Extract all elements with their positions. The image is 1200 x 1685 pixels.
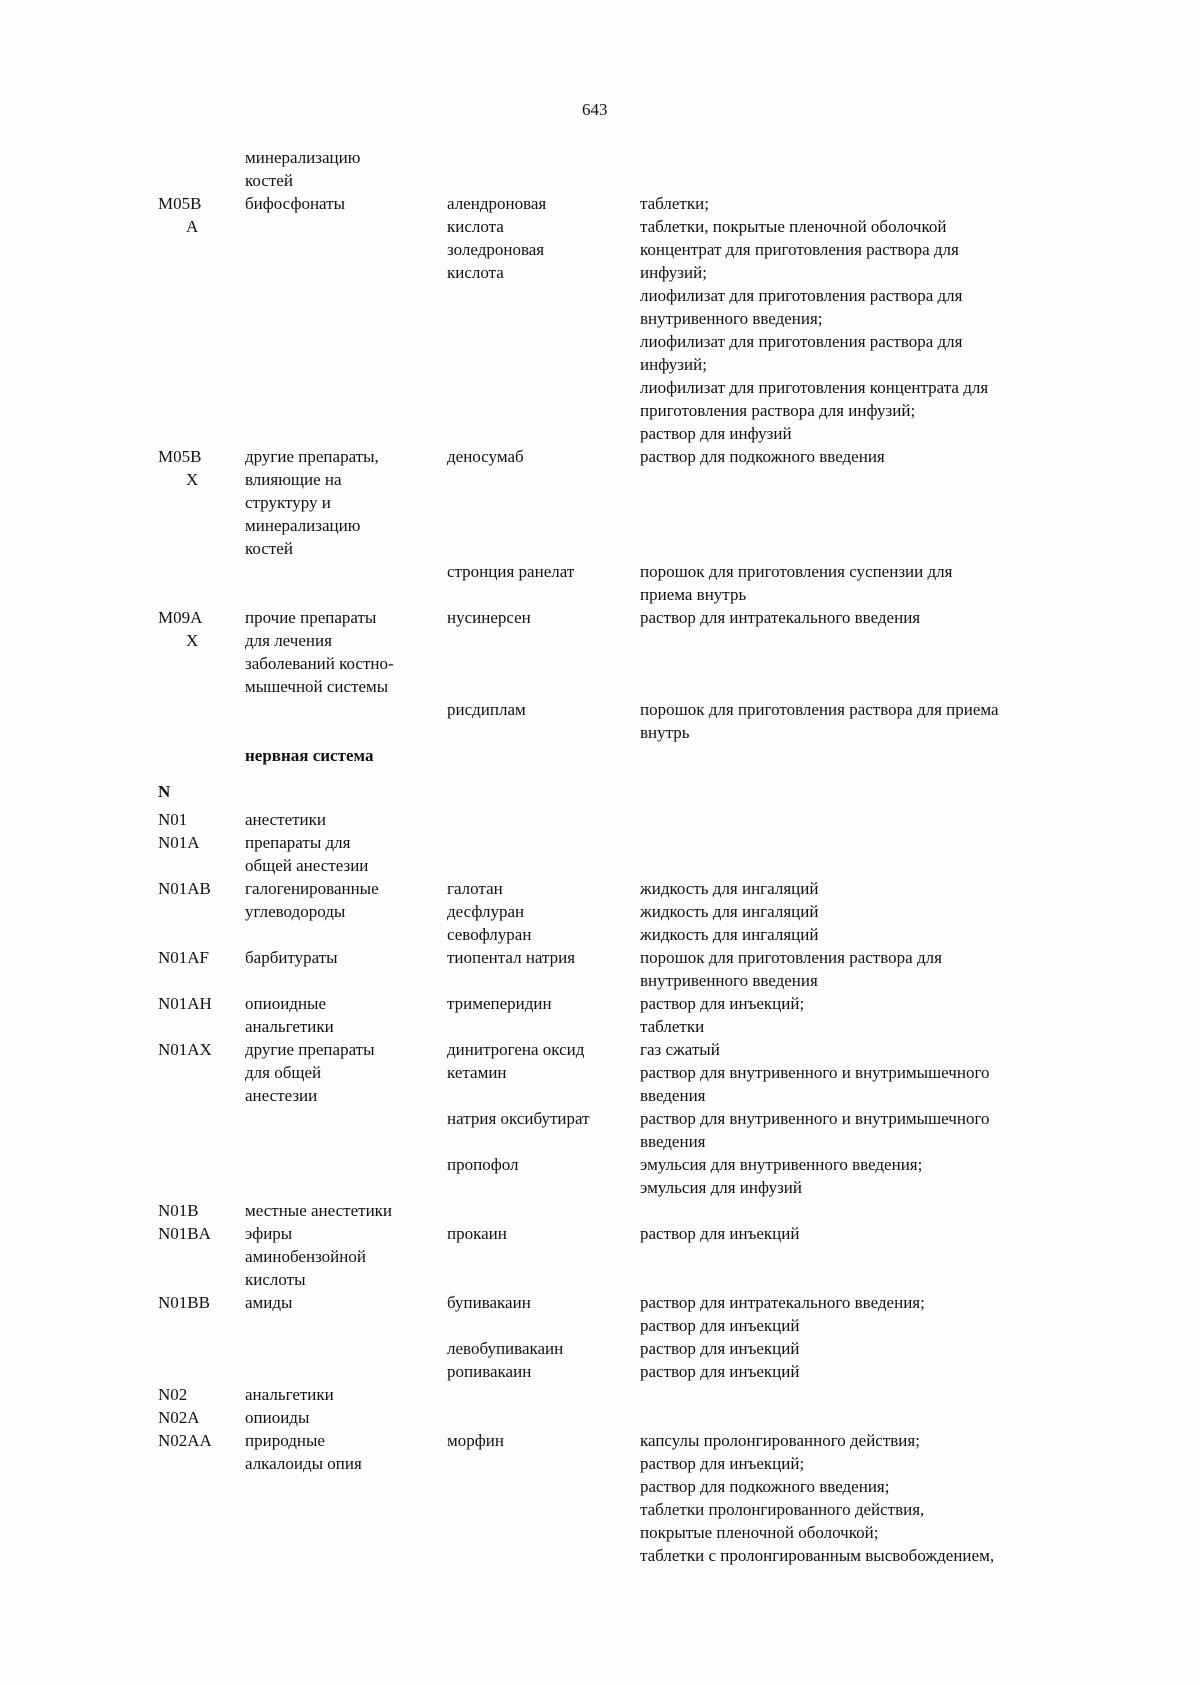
dosage-form: раствор для инъекций <box>640 1362 800 1381</box>
dosage-form: инфузий; <box>640 355 707 374</box>
drug-name: морфин <box>447 1431 504 1450</box>
group-name: заболеваний костно- <box>245 654 394 673</box>
dosage-form: таблетки <box>640 1017 705 1036</box>
atc-code: N02AA <box>158 1431 212 1450</box>
atc-code: N02A <box>158 1408 200 1427</box>
drug-name: нусинерсен <box>447 608 531 627</box>
group-name: мышечной системы <box>245 677 389 696</box>
drug-name: бупивакаин <box>447 1293 531 1312</box>
drug-name: золедроновая <box>447 240 545 259</box>
drug-name: тиопентал натрия <box>447 948 576 967</box>
group-name: общей анестезии <box>245 856 369 875</box>
dosage-form: раствор для интратекального введения; <box>640 1293 925 1312</box>
group-name: препараты для <box>245 833 351 852</box>
dosage-form: порошок для приготовления раствора для <box>640 948 942 967</box>
group-name: костей <box>245 539 293 558</box>
group-name: опиоидные <box>245 994 327 1013</box>
drug-name: кетамин <box>447 1063 507 1082</box>
drug-name: кислота <box>447 217 504 236</box>
dosage-form: капсулы пролонгированного действия; <box>640 1431 920 1450</box>
dosage-form: внутривенного введения <box>640 971 818 990</box>
drug-name: левобупивакаин <box>447 1339 564 1358</box>
drug-name: прокаин <box>447 1224 507 1243</box>
section-letter: N <box>158 782 171 801</box>
group-name: для лечения <box>245 631 332 650</box>
dosage-form: раствор для инъекций; <box>640 994 805 1013</box>
dosage-form: раствор для инъекций <box>640 1224 800 1243</box>
atc-code: M05B <box>158 447 202 466</box>
group-name: анестезии <box>245 1086 318 1105</box>
dosage-form: таблетки пролонгированного действия, <box>640 1500 925 1519</box>
atc-code: N01AF <box>158 948 210 967</box>
group-name: структуру и <box>245 493 331 512</box>
group-name: амиды <box>245 1293 293 1312</box>
group-name: анальгетики <box>245 1017 334 1036</box>
dosage-form: покрытые пленочной оболочкой; <box>640 1523 879 1542</box>
atc-code: M05B <box>158 194 202 213</box>
dosage-form: порошок для приготовления раствора для приема <box>640 700 999 719</box>
dosage-form: приема внутрь <box>640 585 747 604</box>
group-name: кислоты <box>245 1270 306 1289</box>
atc-code: N02 <box>158 1385 188 1404</box>
dosage-form: введения <box>640 1132 706 1151</box>
atc-code: N01B <box>158 1201 199 1220</box>
dosage-form: лиофилизат для приготовления раствора для <box>640 286 963 305</box>
dosage-form: таблетки с пролонгированным высвобождением, <box>640 1546 995 1565</box>
drug-name: натрия оксибутират <box>447 1109 590 1128</box>
page-number: 643 <box>582 100 608 119</box>
group-name: галогенированные <box>245 879 379 898</box>
drug-name: деносумаб <box>447 447 524 466</box>
group-name: барбитураты <box>245 948 338 967</box>
atc-code: N01AX <box>158 1040 212 1059</box>
atc-code: N01A <box>158 833 200 852</box>
drug-name: ропивакаин <box>447 1362 532 1381</box>
dosage-form: порошок для приготовления суспензии для <box>640 562 953 581</box>
atc-code: M09A <box>158 608 203 627</box>
drug-name: десфлуран <box>447 902 525 921</box>
group-name: нервная система <box>245 746 374 765</box>
group-name: анестетики <box>245 810 327 829</box>
dosage-form: таблетки, покрытые пленочной оболочкой <box>640 217 947 236</box>
dosage-form: приготовления раствора для инфузий; <box>640 401 916 420</box>
group-name: углеводороды <box>245 902 346 921</box>
dosage-form: жидкость для ингаляций <box>640 902 819 921</box>
group-name: костей <box>245 171 293 190</box>
atc-code-continuation: A <box>186 217 199 236</box>
atc-code-continuation: X <box>186 470 199 489</box>
dosage-form: раствор для внутривенного и внутримышечного <box>640 1063 990 1082</box>
dosage-form: раствор для инъекций <box>640 1316 800 1335</box>
group-name: другие препараты, <box>245 447 379 466</box>
group-name: природные <box>245 1431 325 1450</box>
dosage-form: концентрат для приготовления раствора для <box>640 240 959 259</box>
group-name: аминобензойной <box>245 1247 366 1266</box>
dosage-form: таблетки; <box>640 194 709 213</box>
dosage-form: лиофилизат для приготовления раствора для <box>640 332 963 351</box>
dosage-form: жидкость для ингаляций <box>640 879 819 898</box>
dosage-form: лиофилизат для приготовления концентрата для <box>640 378 989 397</box>
drug-name: алендроновая <box>447 194 547 213</box>
group-name: другие препараты <box>245 1040 375 1059</box>
atc-code-continuation: X <box>186 631 199 650</box>
dosage-form: раствор для подкожного введения; <box>640 1477 890 1496</box>
group-name: алкалоиды опия <box>245 1454 362 1473</box>
drug-name: пропофол <box>447 1155 519 1174</box>
group-name: влияющие на <box>245 470 342 489</box>
group-name: опиоиды <box>245 1408 310 1427</box>
group-name: минерализацию <box>245 516 361 535</box>
atc-code: N01 <box>158 810 188 829</box>
dosage-form: внутривенного введения; <box>640 309 823 328</box>
drug-name: севофлуран <box>447 925 532 944</box>
dosage-form: инфузий; <box>640 263 707 282</box>
dosage-form: жидкость для ингаляций <box>640 925 819 944</box>
group-name: анальгетики <box>245 1385 334 1404</box>
group-name: минерализацию <box>245 148 361 167</box>
dosage-form: раствор для инъекций; <box>640 1454 805 1473</box>
group-name: прочие препараты <box>245 608 377 627</box>
dosage-form: раствор для подкожного введения <box>640 447 885 466</box>
dosage-form: эмульсия для внутривенного введения; <box>640 1155 923 1174</box>
group-name: местные анестетики <box>245 1201 393 1220</box>
drug-name: рисдиплам <box>447 700 526 719</box>
drug-name: тримеперидин <box>447 994 552 1013</box>
drug-name: кислота <box>447 263 504 282</box>
atc-code: N01BA <box>158 1224 211 1243</box>
group-name: бифосфонаты <box>245 194 346 213</box>
dosage-form: раствор для инъекций <box>640 1339 800 1358</box>
dosage-form: раствор для интратекального введения <box>640 608 921 627</box>
atc-code: N01AH <box>158 994 212 1013</box>
dosage-form: раствор для инфузий <box>640 424 792 443</box>
dosage-form: газ сжатый <box>640 1040 720 1059</box>
dosage-form: эмульсия для инфузий <box>640 1178 803 1197</box>
group-name: эфиры <box>245 1224 293 1243</box>
group-name: для общей <box>245 1063 322 1082</box>
drug-name: галотан <box>447 879 503 898</box>
drug-name: стронция ранелат <box>447 562 575 581</box>
dosage-form: введения <box>640 1086 706 1105</box>
drug-name: динитрогена оксид <box>447 1040 585 1059</box>
dosage-form: внутрь <box>640 723 690 742</box>
dosage-form: раствор для внутривенного и внутримышечного <box>640 1109 990 1128</box>
atc-code: N01BB <box>158 1293 210 1312</box>
atc-code: N01AB <box>158 879 211 898</box>
